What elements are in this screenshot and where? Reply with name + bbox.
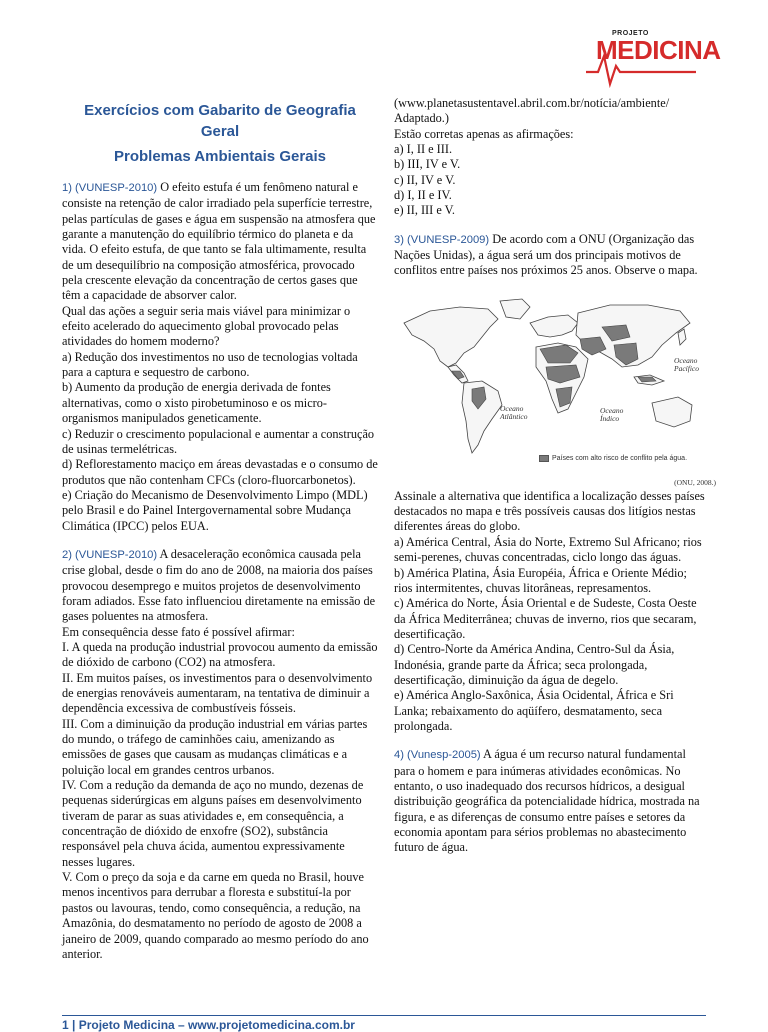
label-indian-ocean bbox=[600, 407, 623, 423]
logo-top-text: PROJETO bbox=[612, 30, 649, 37]
q2-item-3: III. Com a diminuição da produção industrial em várias partes do mundo, o tráfego de caminhões caiu, amenizando as emissões de gases que causam as mudanças climáticas e a poluição local em grandes centros urbanos. bbox=[62, 716, 368, 777]
q2-source-line-1: (www.planetasustentavel.abril.com.br/notícia/ambiente/ bbox=[394, 96, 670, 110]
q2-option-a: a) I, II e III. bbox=[394, 142, 453, 157]
map-legend bbox=[539, 451, 687, 466]
q2-option-b: b) III, IV e V. bbox=[394, 157, 461, 172]
title-line-1: Exercícios com Gabarito de Geografia bbox=[84, 102, 356, 119]
page-title bbox=[62, 100, 378, 142]
q3-heading: 3) (VUNESP-2009) bbox=[394, 233, 490, 246]
footer-divider bbox=[62, 1015, 706, 1016]
q3-option-a: a) América Central, Ásia do Norte, Extremo Sul Africano; rios semi-perenes, chuvas concentradas, ciclo longo das águas. bbox=[394, 534, 702, 565]
q2-option-c: c) II, IV e V. bbox=[394, 172, 456, 187]
right-column bbox=[394, 96, 716, 856]
q3-option-d: d) Centro-Norte da América Andina, Centro-Sul da Ásia, Indonésia, grande parte da África; seca prolongada, desertificação, diminuição da água de degelo. bbox=[394, 642, 675, 687]
q3-statement bbox=[394, 232, 706, 279]
q2-question: Em consequência desse fato é possível afirmar: bbox=[62, 624, 295, 639]
indian-label-line-1: Oceano bbox=[600, 405, 624, 415]
q2-option-e: e) II, III e V. bbox=[394, 203, 456, 218]
q2-prompt: Estão corretas apenas as afirmações: bbox=[394, 126, 574, 141]
q1-heading: 1) (VUNESP-2010) bbox=[62, 182, 158, 194]
q2-heading: 2) (VUNESP-2010) bbox=[62, 548, 158, 561]
q1-text: O efeito estufa é um fenômeno natural e consiste na retenção de calor irradiado pela superfície terrestre, pelas partículas de gases e água em suspensão na atmosfera que garante a manutenção do equilíbrio térmico do planeta e da vida. O efeito estufa, de que tanto se fala ultimamente, resulta de um desequilíbrio na composição atmosférica, provocado pela crescente elevação da concentração de certos gases que têm a capacidade de absorver calor. bbox=[62, 180, 376, 303]
q2-source-line-2: Adaptado.) bbox=[394, 111, 449, 126]
map-source: (ONU, 2008.) bbox=[674, 477, 716, 487]
q4-statement bbox=[394, 747, 706, 855]
pacific-label-line-1: Oceano bbox=[674, 355, 698, 365]
q2-item-4: IV. Com a redução da demanda de aço no mundo, dezenas de pequenas siderúrgicas em alguns países em desenvolvimento tiveram de parar as suas atividades e, em consequência, a concentração de dióxido de enxofre (SO2), substância responsável pela chuva ácida, aumentou expressivamente nesses lugares. bbox=[62, 778, 364, 869]
q2-option-d: d) I, II e IV. bbox=[394, 188, 452, 203]
q1-option-a: a) Redução dos investimentos no uso de tecnologias voltada para a captura e sequestro de carbono. bbox=[62, 349, 358, 380]
page-subtitle: Problemas Ambientais Gerais bbox=[113, 148, 327, 165]
q1-option-e: e) Criação do Mecanismo de Desenvolvimento Limpo (MDL) pelo Brasil e do Painel Intergovernamental sobre Mudança Climática (IPCC) pelos EUA. bbox=[62, 487, 368, 533]
q1-option-b: b) Aumento da produção de energia derivada de fontes alternativas, como o xisto pirobetuminoso e os micro-organismos manipulados geneticamente. bbox=[62, 380, 331, 426]
q3-question: Assinale a alternativa que identifica a localização desses países destacados no mapa e três possíveis causas dos litígios nestas diferentes áreas do globo. bbox=[394, 488, 705, 534]
q3-option-c: c) América do Norte, Ásia Oriental e de Sudeste, Costa Oeste da África Mediterrânea; chuvas de inverno, rios que secaram, desertificação. bbox=[394, 596, 697, 641]
logo-main-text: MEDICINA bbox=[596, 35, 721, 65]
pacific-label-line-2: Pacífico bbox=[674, 363, 699, 373]
q3-option-b: b) América Platina, Ásia Européia, África e Oriente Médio; rios intermitentes, chuvas litorâneas, represamentos. bbox=[394, 565, 687, 595]
label-atlantic-ocean bbox=[500, 405, 528, 421]
q1-question: Qual das ações a seguir seria mais viável para minimizar o efeito acelerado do aquecimento global provocado pelas atividades do homem moderno? bbox=[62, 303, 351, 349]
q2-statement bbox=[62, 547, 378, 625]
world-water-conflict-map bbox=[390, 293, 720, 485]
q2-text: A desaceleração econômica causada pela crise global, desde o fim do ano de 2008, na maioria dos países provocou desemprego e muitos projetos de desenvolvimento foram adiados. Esse fato influenciou diretamente na emissão de gases poluentes na atmosfera. bbox=[62, 546, 376, 624]
q4-text: A água é um recurso natural fundamental para o homem e para inúmeras atividades econômicas. No entanto, o uso inadequado dos recursos hídricos, a desigual distribuição geográfica da potencialidade hídrica, mostrada na figura, e as diferenças de consumo entre países e setores da economia apontam para sérios problemas no abastecimento futuro de água. bbox=[394, 747, 700, 855]
q3-option-e: e) América Anglo-Saxônica, Ásia Ocidental, África e Sri Lanka; rebaixamento do aqüífero, desmatamento, seca prolongada. bbox=[394, 688, 674, 733]
page-footer: 1 | Projeto Medicina – www.projetomedicina.com.br bbox=[62, 1018, 355, 1032]
indian-label-line-2: Índico bbox=[600, 413, 620, 423]
left-column bbox=[62, 96, 378, 962]
legend-swatch bbox=[539, 455, 549, 462]
q2-item-5: V. Com o preço da soja e da carne em queda no Brasil, houve menos incentivos para derrubar a floresta e substituí-la por pastos ou lavouras, tendo, como consequência, a redução, na Amazônia, do desmatamento no período de agosto de 2008 a janeiro de 2009, quando comparado ao mesmo período do ano anterior. bbox=[62, 870, 369, 961]
atlantic-label-line-2: Atlântico bbox=[500, 411, 528, 421]
projeto-medicina-logo bbox=[584, 26, 721, 92]
q1-option-c: c) Reduzir o crescimento populacional e aumentar a construção de usinas termelétricas. bbox=[62, 426, 375, 456]
legend-text: Países com alto risco de conflito pela água. bbox=[552, 454, 688, 462]
q1-statement bbox=[62, 180, 378, 304]
q2-item-1: I. A queda na produção industrial provocou aumento da emissão de dióxido de carbono (CO2) na atmosfera. bbox=[62, 639, 378, 670]
q1-option-d: d) Reflorestamento maciço em áreas devastadas e o consumo de produtos que não contenham CFCs (cloro-fluorcarbonetos). bbox=[62, 457, 378, 487]
title-line-2: Geral bbox=[200, 123, 240, 140]
q4-heading: 4) (Vunesp-2005) bbox=[394, 749, 481, 762]
atlantic-label-line-1: Oceano bbox=[500, 403, 524, 413]
q3-text: De acordo com a ONU (Organização das Nações Unidas), a água será um dos principais motivos de conflitos entre países nos próximos 25 anos. Observe o mapa. bbox=[394, 231, 698, 278]
label-pacific-ocean bbox=[674, 357, 699, 373]
q2-item-2: II. Em muitos países, os investimentos para o desenvolvimento de energias renováveis aumentaram, na tentativa de diminuir a dependência excessiva de combustíveis fósseis. bbox=[62, 670, 373, 716]
